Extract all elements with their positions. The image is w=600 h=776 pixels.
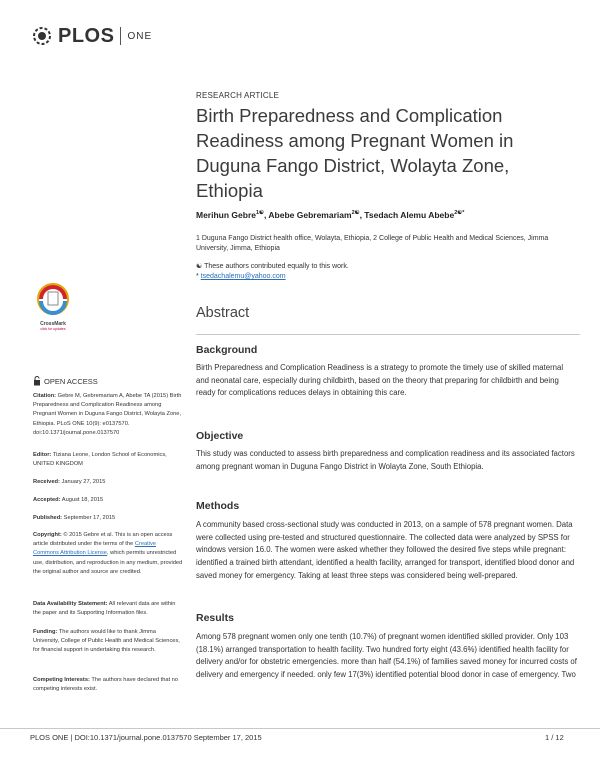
section-heading-methods: Methods [196, 500, 240, 512]
competing-interests-block [33, 676, 183, 694]
crossmark-icon [36, 282, 70, 316]
author-name[interactable]: Tsedach Alemu Abebe [364, 210, 455, 220]
citation-block [33, 392, 183, 438]
accepted-block [33, 496, 183, 505]
funding-label: Funding: [33, 629, 58, 635]
section-text-objective: This study was conducted to assess birth preparedness and complication readiness and its associated factors among pregnant woman in Duguna Fango District in Wolayta Zone, South Ethiopia. [196, 449, 575, 471]
section-heading-results: Results [196, 612, 234, 624]
editor-block [33, 451, 183, 469]
logo-journal-text: ONE [127, 30, 153, 42]
section-text-background: Birth Preparedness and Complication Readiness is a strategy to promote the timely use of skilled maternal and neonatal care, especially during childbirth, based on the theory that preparing for childbirth and being ready for complications reduces delays in obtaining this care. [196, 363, 564, 398]
citation-label: Citation: [33, 393, 57, 399]
corresponding-author-note [196, 272, 349, 282]
competing-interests-text: The authors have declared that no competing interests exist. [33, 677, 179, 693]
accepted-label: Accepted: [33, 497, 61, 503]
published-block [33, 514, 183, 523]
journal-logo [30, 24, 152, 48]
section-heading-background: Background [196, 344, 258, 356]
competing-interests-label: Competing Interests: [33, 677, 90, 683]
corresponding-email-link[interactable]: tsedachalemu@yahoo.com [200, 273, 286, 280]
footer-divider [0, 728, 600, 729]
open-access-badge [33, 376, 98, 386]
author-name[interactable]: Abebe Gebremariam [268, 210, 352, 220]
author-marker: 2☯ [351, 210, 360, 217]
footer-citation: PLOS ONE | DOI:10.1371/journal.pone.0137570 September 17, 2015 [30, 733, 262, 742]
citation-text: Gebre M, Gebremariam A, Abebe TA (2015) Birth Preparedness and Complication Readiness among Pregnant Women in Duguna Fango District, Wolayta Zone, Ethiopia. PLoS ONE 10(9): e0137570. doi:10.1371/journal.pone.0137570 [33, 393, 182, 436]
copyright-text-end: , which permits unrestricted use, distribution, and reproduction in any medium, provided the original author and source are credited. [33, 550, 183, 575]
affiliations: 1 Duguna Fango District health office, Wolayta, Ethiopia, 2 College of Public Health and Medical Sciences, Jimma University, Jimma, Ethiopia [196, 235, 549, 252]
author-marker: 1☯ [255, 210, 264, 217]
open-access-label: OPEN ACCESS [44, 376, 98, 386]
published-label: Published: [33, 515, 63, 521]
abstract-heading: Abstract [196, 305, 250, 321]
received-label: Received: [33, 479, 60, 485]
open-lock-icon [33, 376, 41, 386]
copyright-label: Copyright: [33, 532, 62, 538]
copyright-block [33, 531, 183, 577]
author-list: Merihun Gebre$^{1☯}$, Abebe Gebremariam$^{2☯}$, Tsedach Alemu Abebe$^{2☯*}$ [196, 210, 465, 220]
editor-label: Editor: [33, 452, 52, 458]
section-text-methods: A community based cross-sectional study was conducted in 2013, on a sample of 578 pregnant women. Data were collected using pre-tested and structured questionnaire. The collected data were analyzed by SPSS for windows version 16.0. The women were asked whether they followed the desired five steps while pregnant: identified a trained birth attendant, identified a health facility, arranged for transport, identified blood donor and saved money for emergency. Taking at least three steps was considered being well-prepared. [196, 520, 575, 580]
crossmark-sublabel: click for updates [40, 327, 66, 331]
data-availability-label: Data Availability Statement: [33, 601, 108, 607]
page-number: 1 / 12 [545, 733, 564, 742]
data-availability-text: All relevant data are within the paper and its Supporting Information files. [33, 601, 176, 617]
published-date: September 17, 2015 [63, 515, 116, 521]
corresponding-marker: * [196, 273, 199, 280]
editor-text: Tiziana Leone, London School of Economics, UNITED KINGDOM [33, 452, 167, 468]
article-type: RESEARCH ARTICLE [196, 91, 280, 100]
equal-contribution-note: ☯ These authors contributed equally to this work. [196, 263, 349, 270]
plos-logo-icon [30, 24, 54, 48]
abstract-divider [196, 334, 580, 335]
author-name[interactable]: Merihun Gebre [196, 210, 256, 220]
accepted-date: August 18, 2015 [61, 497, 104, 503]
author-marker: 2☯* [454, 210, 465, 217]
copyright-text: © 2015 Gebre et al. This is an open access article distributed under the terms of the [33, 532, 173, 548]
funding-block [33, 628, 183, 656]
crossmark-badge[interactable] [36, 282, 70, 331]
logo-divider [120, 27, 121, 45]
article-title: Birth Preparedness and Complication Readiness among Pregnant Women in Duguna Fango District, Wolayta Zone, Ethiopia [196, 105, 514, 201]
license-link[interactable]: Creative Commons Attribution License [33, 541, 156, 557]
author-notes [196, 262, 349, 282]
logo-plos-text: PLOS [58, 24, 115, 47]
received-block [33, 478, 183, 487]
received-date: January 27, 2015 [61, 479, 106, 485]
data-availability-block [33, 600, 183, 618]
section-text-results: Among 578 pregnant women only one tenth (10.7%) of pregnant women identified skilled provider. Only 103 (18.1%) arranged transportation to health facility. Two hundred forty eight (43.6%) identified health facility for delivery and/or for obstetric emergencies. more than half (54.1%) of families saved money for incurred costs of delivery and emergency if needed. only few 17(3%) identified potential blood donor in case of emergency. Two [196, 632, 577, 680]
section-heading-objective: Objective [196, 430, 244, 442]
crossmark-label: CrossMark [40, 321, 66, 327]
funding-text: The authors would like to thank Jimma University, College of Public Health and Medical Sciences, for financial support in undertaking this research. [33, 629, 180, 654]
